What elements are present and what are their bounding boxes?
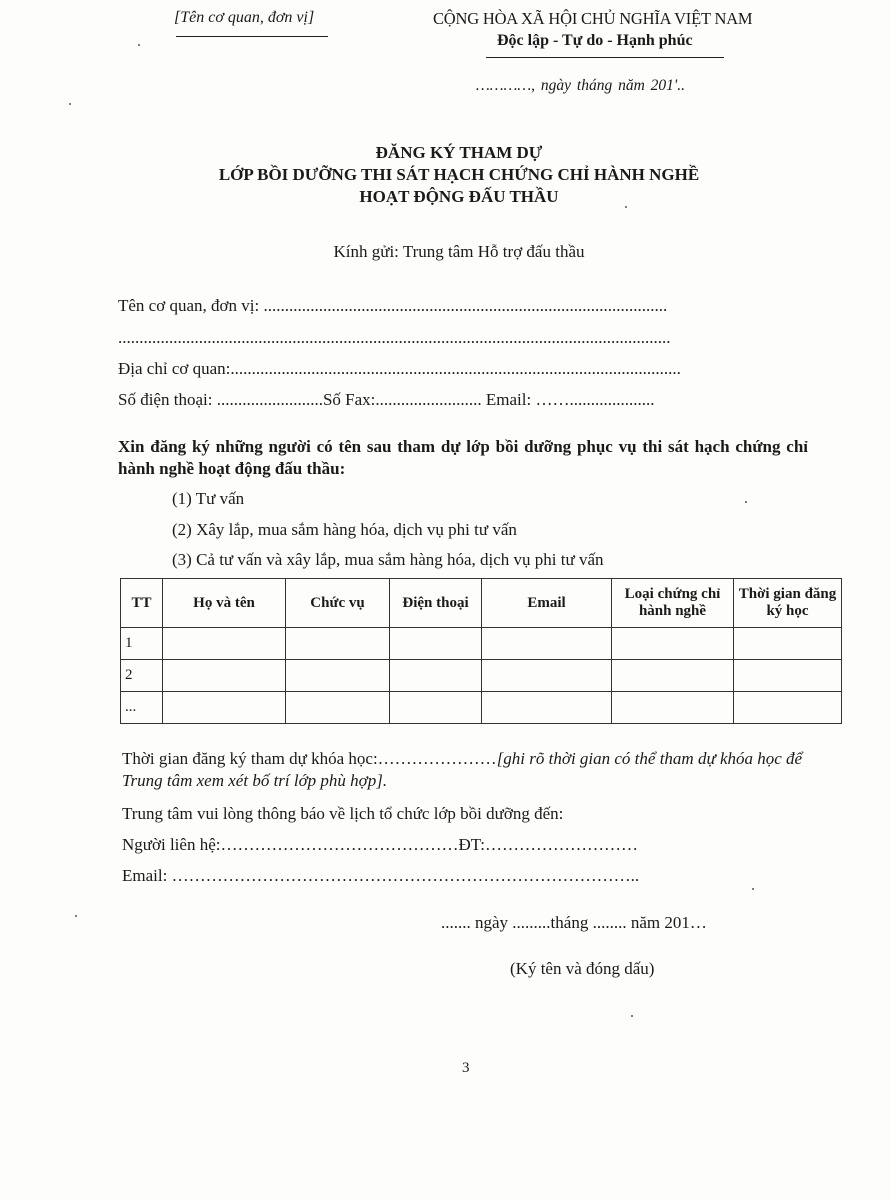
- scan-speck: [752, 888, 754, 890]
- header-full-name: Họ và tên: [163, 579, 286, 628]
- table-header-row: [121, 579, 842, 628]
- header-position: Chức vụ: [286, 579, 390, 628]
- cell-full-name[interactable]: [163, 660, 286, 692]
- scan-speck: [69, 103, 71, 105]
- course-time-field[interactable]: Thời gian đăng ký tham dự khóa học:…………………: [122, 749, 497, 768]
- option-3: (3) Cả tư vấn và xây lắp, mua sắm hàng hóa, dịch vụ phi tư vấn: [172, 550, 604, 569]
- scan-speck: [625, 206, 627, 208]
- cell-study-time[interactable]: [734, 660, 842, 692]
- header-certificate-type: Loại chứng chỉ hành nghề: [612, 579, 734, 628]
- cell-full-name[interactable]: [163, 692, 286, 724]
- recipient: Kính gửi: Trung tâm Hỗ trợ đấu thầu: [333, 242, 585, 261]
- document-title-line-3: HOẠT ĐỘNG ĐẤU THẦU: [359, 187, 559, 206]
- org-name-continuation-field[interactable]: ..................................................................................................................................: [118, 328, 671, 347]
- notification-request: Trung tâm vui lòng thông báo về lịch tổ chức lớp bồi dưỡng đến:: [122, 804, 564, 823]
- organization-underline: [176, 36, 328, 37]
- cell-phone[interactable]: [390, 660, 482, 692]
- header-email: Email: [482, 579, 612, 628]
- cell-position[interactable]: [286, 628, 390, 660]
- cell-certificate-type[interactable]: [612, 660, 734, 692]
- cell-study-time[interactable]: [734, 692, 842, 724]
- table-row: [121, 692, 842, 724]
- phone-fax-email-field[interactable]: Số điện thoại: .........................Số Fax:......................... Email: ……....................: [118, 390, 655, 409]
- motto-underline: [486, 57, 724, 58]
- scan-speck: [138, 44, 140, 46]
- cell-phone[interactable]: [390, 628, 482, 660]
- option-2: (2) Xây lắp, mua sắm hàng hóa, dịch vụ phi tư vấn: [172, 520, 517, 539]
- contact-person-field[interactable]: Người liên hệ:……………………………………ĐT:………………………: [122, 835, 639, 854]
- registration-table: [120, 578, 842, 724]
- registration-intro: Xin đăng ký những người có tên sau tham dự lớp bồi dưỡng phục vụ thi sát hạch chứng chỉ hành nghề hoạt động đấu thầu:: [118, 437, 808, 478]
- option-1: (1) Tư vấn: [172, 489, 245, 508]
- national-title: CỘNG HÒA XÃ HỘI CHỦ NGHĨA VIỆT NAM: [433, 9, 753, 28]
- course-time-note: [122, 748, 812, 792]
- national-motto: Độc lập - Tự do - Hạnh phúc: [497, 32, 693, 49]
- org-name-field[interactable]: Tên cơ quan, đơn vị: ...............................................................................................: [118, 296, 668, 315]
- cell-full-name[interactable]: [163, 628, 286, 660]
- table-row: [121, 628, 842, 660]
- cell-certificate-type[interactable]: [612, 628, 734, 660]
- document-title-line-1: ĐĂNG KÝ THAM DỰ: [375, 143, 543, 162]
- cell-phone[interactable]: [390, 692, 482, 724]
- cell-certificate-type[interactable]: [612, 692, 734, 724]
- cell-tt: 1: [121, 628, 163, 660]
- signature-date: ....... ngày .........tháng ........ năm 201…: [441, 913, 707, 932]
- cell-position[interactable]: [286, 692, 390, 724]
- cell-tt: ...: [121, 692, 163, 724]
- cell-email[interactable]: [482, 660, 612, 692]
- organization-placeholder: [Tên cơ quan, đơn vị]: [174, 9, 315, 26]
- cell-email[interactable]: [482, 692, 612, 724]
- scan-speck: [75, 915, 77, 917]
- header-study-time: Thời gian đăng ký học: [734, 579, 842, 628]
- contact-email-field[interactable]: Email: ………………………………………………………………………..: [122, 866, 640, 885]
- course-time-hint: [ghi rõ thời gian có thể tham dự khóa học để Trung tâm xem xét bố trí lớp phù hợp].: [122, 749, 803, 790]
- table-row: [121, 660, 842, 692]
- scan-speck: [745, 501, 747, 503]
- cell-tt: 2: [121, 660, 163, 692]
- place-date: …………, ngày tháng năm 201'..: [476, 77, 685, 94]
- cell-study-time[interactable]: [734, 628, 842, 660]
- signature-label: (Ký tên và đóng dấu): [510, 959, 655, 978]
- scan-speck: [631, 1015, 633, 1017]
- header-tt: TT: [121, 579, 163, 628]
- header-phone: Điện thoại: [390, 579, 482, 628]
- cell-email[interactable]: [482, 628, 612, 660]
- document-title-line-2: LỚP BỒI DƯỠNG THI SÁT HẠCH CHỨNG CHỈ HÀNH NGHỀ: [218, 165, 700, 184]
- cell-position[interactable]: [286, 660, 390, 692]
- address-field[interactable]: Địa chỉ cơ quan:..........................................................................................................: [118, 359, 681, 378]
- page-number: 3: [462, 1060, 470, 1076]
